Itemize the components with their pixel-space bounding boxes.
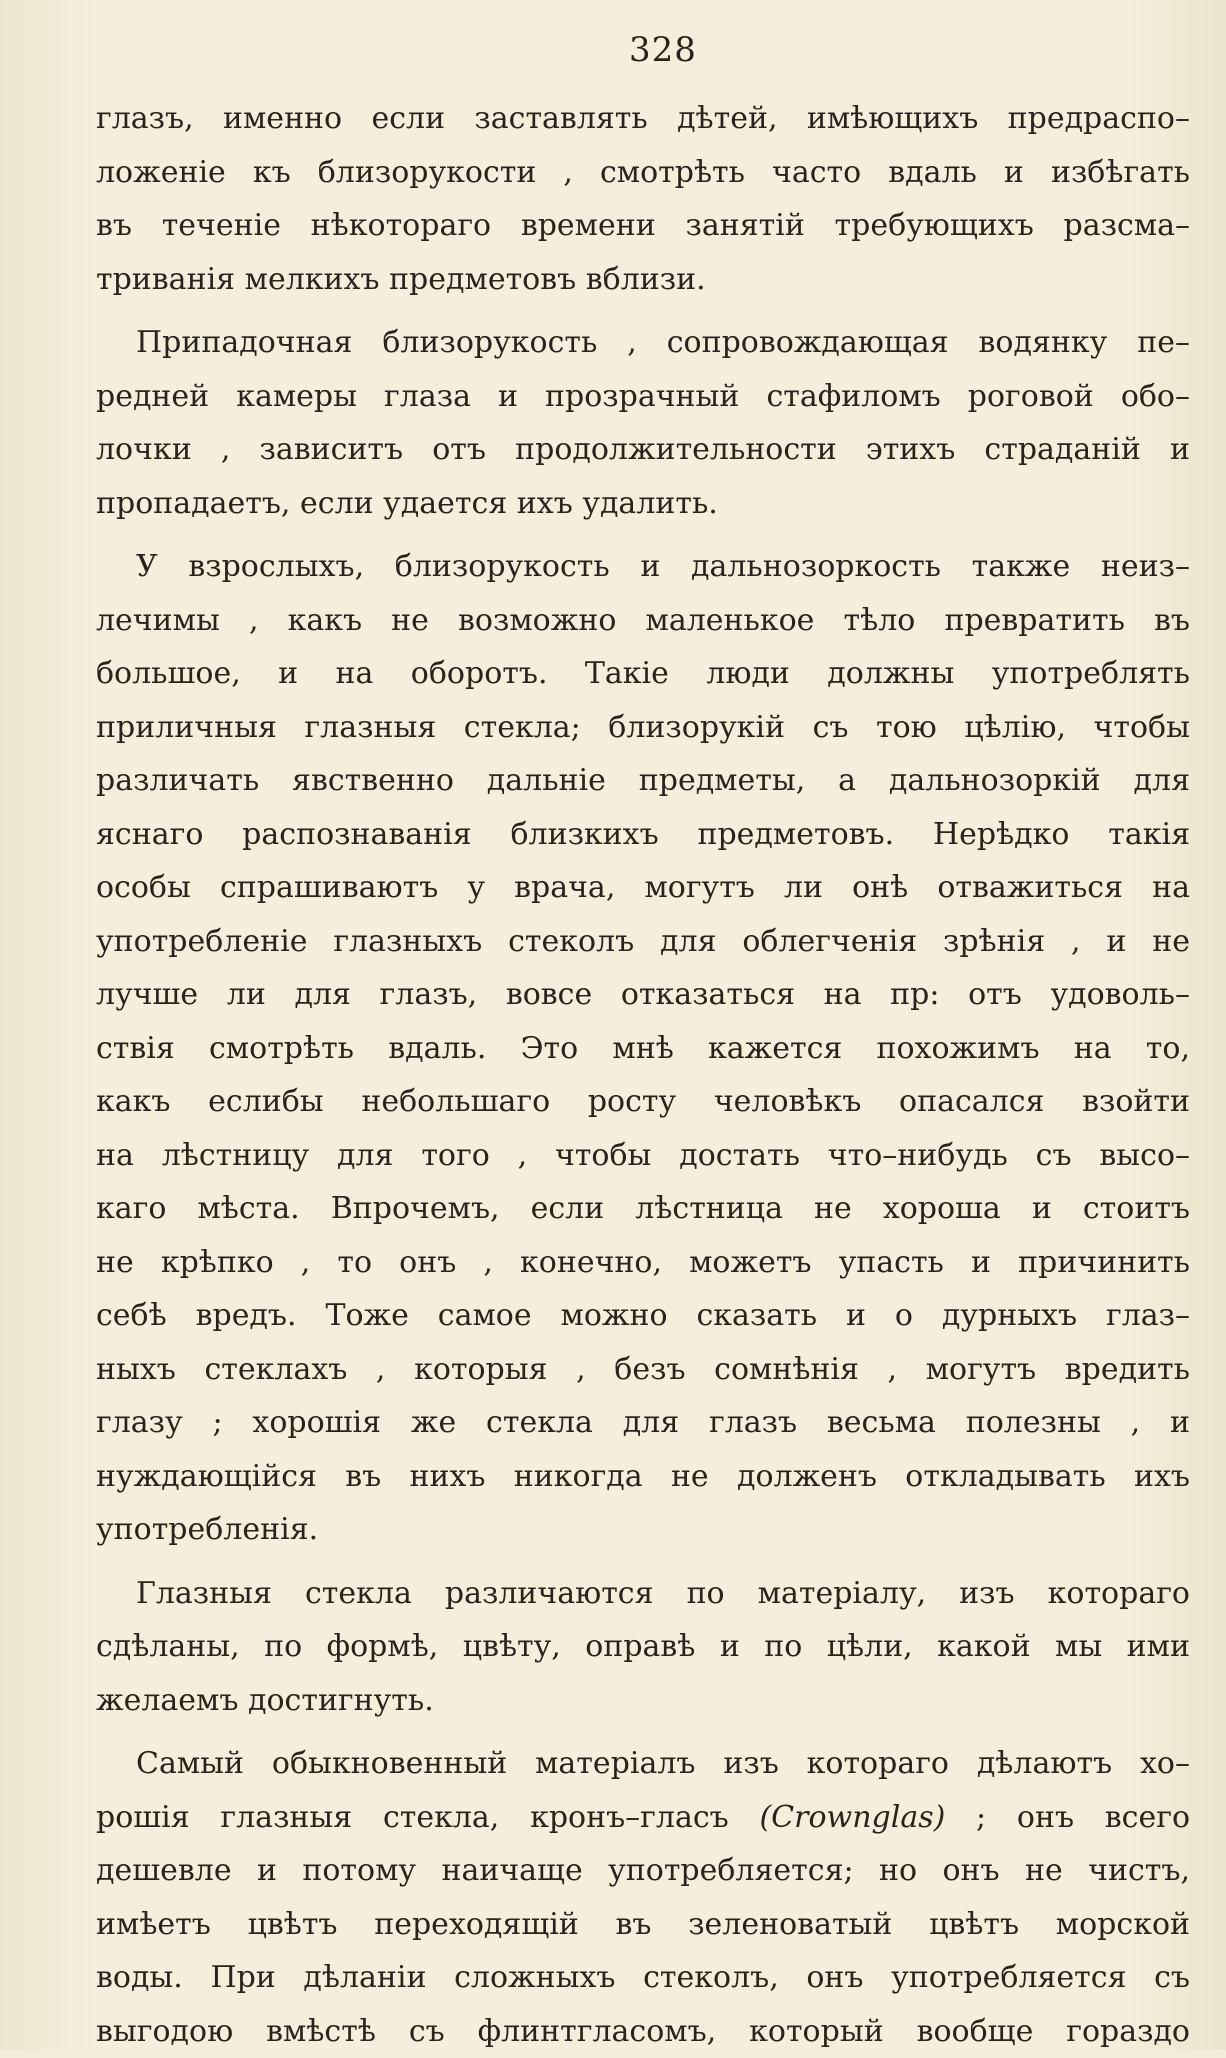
text-line: лечимы , какъ не возможно маленькое тѣло превратить въ (96, 594, 1190, 648)
paragraph (96, 316, 1190, 530)
text-line: ложеніе къ близорукости , смотрѣть часто вдаль и избѣгать (96, 146, 1190, 200)
text-line: редней камеры глаза и прозрачный стафиломъ роговой обо– (96, 370, 1190, 424)
text-line: выгодою вмѣстѣ съ флинтгласомъ, который вообще гораздо (96, 2005, 1190, 2058)
text-line: ныхъ стеклахъ , которыя , безъ сомнѣнія , могутъ вредить (96, 1343, 1190, 1397)
page-number: 328 (96, 30, 1190, 70)
text-line: лочки , зависитъ отъ продолжительности этихъ страданій и (96, 423, 1190, 477)
text-segment: ; онъ всего (945, 1800, 1190, 1835)
text-line: особы спрашиваютъ у врача, могутъ ли онѣ отважиться на (96, 861, 1190, 915)
paragraph (96, 92, 1190, 306)
text-line: имѣетъ цвѣтъ переходящій въ зеленоватый цвѣтъ морской (96, 1898, 1190, 1952)
text-line: Самый обыкновенный матеріалъ изъ котораго дѣлаютъ хо– (96, 1737, 1190, 1791)
paragraph (96, 1567, 1190, 1728)
text-line: употребленія. (96, 1503, 1190, 1557)
text-line: глазу ; хорошія же стекла для глазъ весьма полезны , и (96, 1396, 1190, 1450)
body-text (96, 92, 1190, 2058)
text-line (96, 1791, 1190, 1845)
text-line: приличныя глазныя стекла; близорукій съ тою цѣлію, чтобы (96, 701, 1190, 755)
text-line: Припадочная близорукость , сопровождающая водянку пе– (96, 316, 1190, 370)
text-line: глазъ, именно если заставлять дѣтей, имѣющихъ предраспо– (96, 92, 1190, 146)
paragraph (96, 540, 1190, 1557)
text-line: себѣ вредъ. Тоже самое можно сказать и о дурныхъ глаз– (96, 1289, 1190, 1343)
text-line: употребленіе глазныхъ стеколъ для облегченія зрѣнія , и не (96, 915, 1190, 969)
text-line: различать явственно дальніе предметы, а дальнозоркій для (96, 754, 1190, 808)
text-line: нуждающійся въ нихъ никогда не долженъ откладывать ихъ (96, 1450, 1190, 1504)
text-line: Глазныя стекла различаются по матеріалу, изъ котораго (96, 1567, 1190, 1621)
paragraph (96, 1737, 1190, 2058)
latin-term: (Crownglas) (759, 1800, 945, 1835)
text-line: большое, и на оборотъ. Такіе люди должны употреблять (96, 647, 1190, 701)
text-line: ствія смотрѣть вдаль. Это мнѣ кажется похожимъ на то, (96, 1022, 1190, 1076)
text-line: сдѣланы, по формѣ, цвѣту, оправѣ и по цѣли, какой мы ими (96, 1620, 1190, 1674)
text-line: каго мѣста. Впрочемъ, если лѣстница не хороша и стоитъ (96, 1182, 1190, 1236)
text-line: дешевле и потому наичаще употребляется; но онъ не чистъ, (96, 1844, 1190, 1898)
text-line: У взрослыхъ, близорукость и дальнозоркость также неиз– (96, 540, 1190, 594)
text-line: не крѣпко , то онъ , конечно, можетъ упасть и причинить (96, 1236, 1190, 1290)
text-line: желаемъ достигнуть. (96, 1674, 1190, 1728)
text-line: какъ еслибы небольшаго росту человѣкъ опасался взойти (96, 1075, 1190, 1129)
text-line: пропадаетъ, если удается ихъ удалить. (96, 477, 1190, 531)
text-line: на лѣстницу для того , чтобы достать что–нибудь съ высо– (96, 1129, 1190, 1183)
text-line: въ теченіе нѣкотораго времени занятій требующихъ разсма– (96, 199, 1190, 253)
text-line: триванія мелкихъ предметовъ вблизи. (96, 253, 1190, 307)
text-line: яснаго распознаванія близкихъ предметовъ. Нерѣдко такія (96, 808, 1190, 862)
text-segment: рошія глазныя стекла, кронъ–гласъ (96, 1800, 759, 1835)
text-line: воды. При дѣланіи сложныхъ стеколъ, онъ употребляется съ (96, 1951, 1190, 2005)
text-line: лучше ли для глазъ, вовсе отказаться на пр: отъ удоволь– (96, 968, 1190, 1022)
